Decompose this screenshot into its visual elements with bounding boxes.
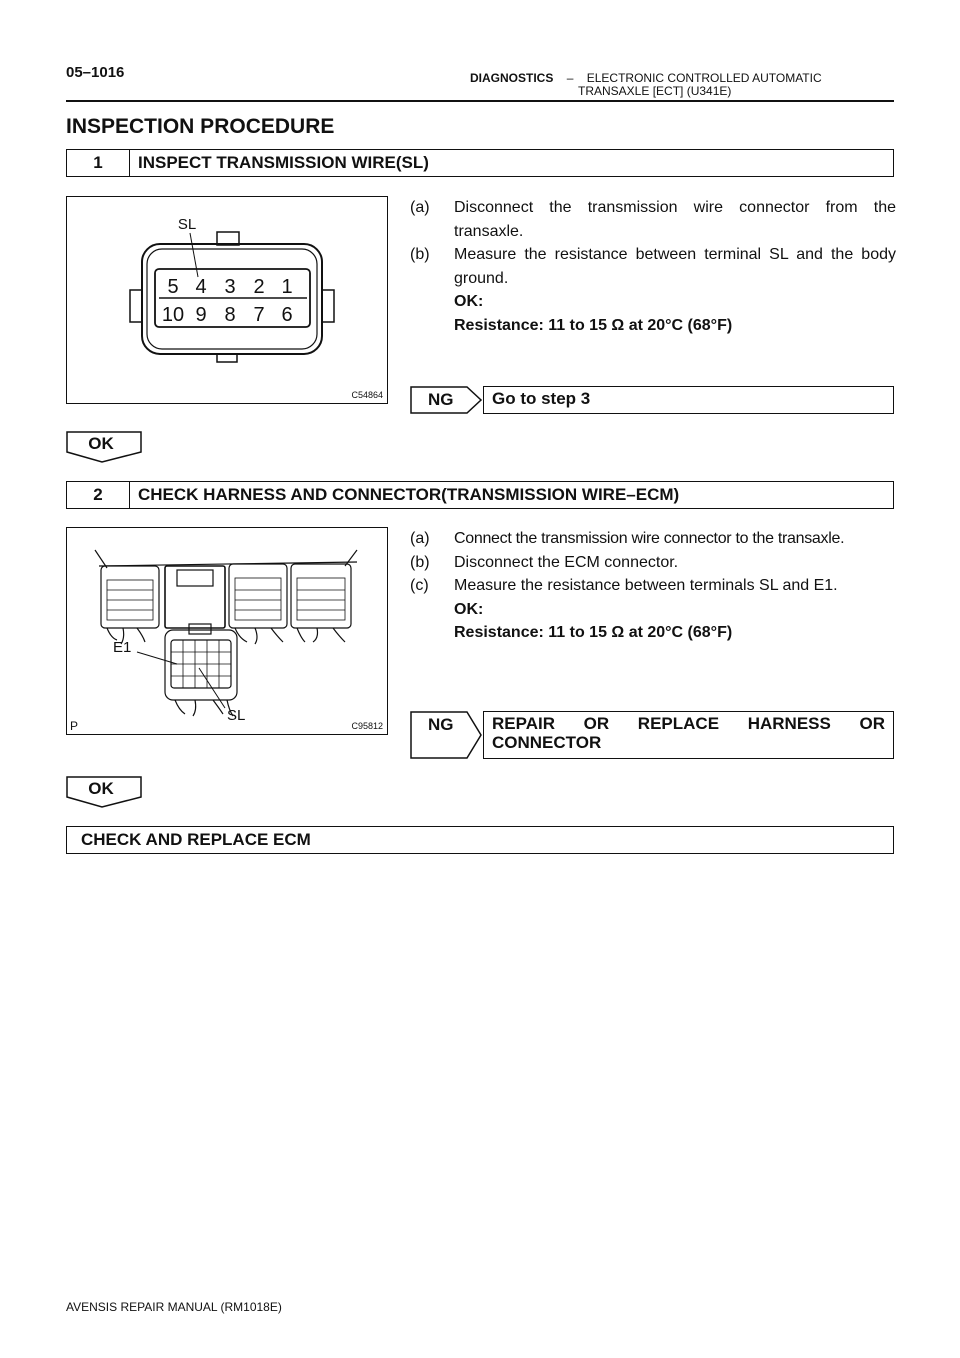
- pin-10: 10: [161, 304, 185, 326]
- instruction-text: Disconnect the transmission wire connector from the transaxle.: [454, 199, 896, 240]
- step-1-number: 1: [67, 150, 130, 176]
- ok-label: OK:: [454, 600, 484, 618]
- instruction-label: (b): [410, 553, 430, 571]
- instruction-text: Disconnect the ECM connector.: [454, 553, 679, 571]
- ok-label: OK:: [454, 293, 484, 310]
- sl-callout-label: SL: [177, 216, 197, 233]
- header-subtitle-1: ELECTRONIC CONTROLLED AUTOMATIC: [586, 71, 822, 85]
- step-2-number: 2: [67, 482, 130, 508]
- instruction-item: [410, 574, 896, 598]
- page-title: INSPECTION PROCEDURE: [66, 115, 335, 138]
- pin-5: 5: [167, 276, 179, 298]
- ng-action: Go to step 3: [483, 386, 894, 414]
- step-1-title: INSPECT TRANSMISSION WIRE(SL): [138, 153, 429, 172]
- instruction-item: [410, 551, 896, 575]
- sl-callout-line: [190, 233, 198, 277]
- step-1-figure: [66, 196, 388, 404]
- step-2-figure: [66, 527, 388, 735]
- ng-action: REPAIR OR REPLACE HARNESS OR CONNECTOR: [483, 711, 894, 759]
- page-number: 05–1016: [66, 64, 125, 81]
- ng-label: NG: [428, 715, 454, 734]
- pin-8: 8: [224, 304, 236, 326]
- step-1-header: [66, 149, 894, 177]
- figure-marker: P: [70, 719, 79, 733]
- ng-label: NG: [428, 390, 454, 409]
- final-step: CHECK AND REPLACE ECM: [66, 826, 894, 854]
- header-section: [470, 72, 822, 98]
- resistance-spec: Resistance: 11 to 15 Ω at 20°C (68°F): [454, 316, 733, 334]
- step-1-instructions: [410, 196, 896, 337]
- instruction-item: [410, 196, 896, 243]
- header-rule: [66, 100, 894, 102]
- instruction-label: (c): [410, 577, 429, 594]
- pin-3: 3: [224, 276, 236, 298]
- ok-tag-1: [66, 431, 142, 459]
- step-2-ng-branch: [410, 711, 896, 759]
- footer: AVENSIS REPAIR MANUAL (RM1018E): [66, 1300, 282, 1314]
- instruction-text: Measure the resistance between terminals SL and E1.: [454, 577, 838, 594]
- transmission-connector-diagram: [67, 197, 386, 402]
- step-2-title: CHECK HARNESS AND CONNECTOR(TRANSMISSION WIRE–ECM): [138, 485, 680, 504]
- pin-9: 9: [195, 304, 207, 326]
- pin-2: 2: [253, 276, 265, 298]
- figure-code: C54864: [351, 390, 383, 400]
- step-1-ng-branch: [410, 386, 896, 414]
- figure-code: C95812: [351, 721, 383, 731]
- instruction-item: [410, 527, 896, 551]
- pin-6: 6: [281, 304, 293, 326]
- section-name: DIAGNOSTICS: [470, 71, 554, 85]
- header-subtitle-2: TRANSAXLE [ECT] (U341E): [578, 84, 732, 98]
- instruction-item: [410, 243, 896, 290]
- step-2-header: [66, 481, 894, 509]
- ok-tag-2: [66, 776, 142, 804]
- e1-callout-label: E1: [113, 639, 132, 656]
- sl-callout-label: SL: [227, 707, 246, 724]
- instruction-text: Connect the transmission wire connector to the transaxle.: [454, 530, 845, 547]
- instruction-text: Measure the resistance between terminal SL and the body ground.: [454, 246, 896, 287]
- pin-7: 7: [253, 304, 265, 326]
- header-dash: –: [566, 71, 574, 85]
- instruction-label: (a): [410, 530, 430, 547]
- instruction-label: (a): [410, 199, 430, 216]
- pin-4: 4: [195, 276, 207, 298]
- ecm-connector-diagram: [67, 528, 386, 733]
- resistance-spec: Resistance: 11 to 15 Ω at 20°C (68°F): [454, 624, 733, 641]
- ok-tag-label: OK: [88, 434, 114, 453]
- ok-tag-label: OK: [88, 779, 114, 798]
- step-2-instructions: [410, 527, 896, 645]
- pin-1: 1: [281, 276, 293, 298]
- instruction-label: (b): [410, 246, 430, 263]
